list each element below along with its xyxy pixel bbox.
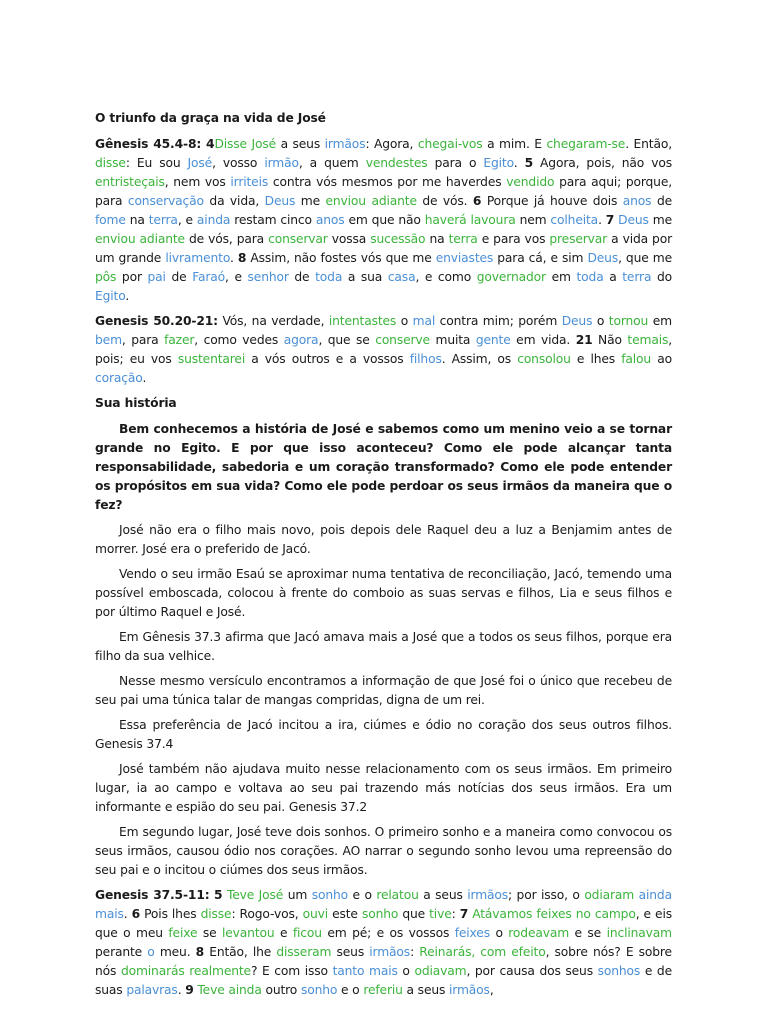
text-run: , vosso — [212, 156, 265, 170]
text-run: vendestes — [365, 156, 428, 170]
text-run: e lhes — [570, 352, 622, 366]
paragraph — [95, 716, 676, 754]
text-run: me — [648, 213, 676, 227]
text-run: enviou adiante — [95, 232, 185, 246]
text-run: dominarás realmente — [120, 964, 251, 978]
text-run: o — [489, 926, 509, 940]
text-run: , nem vos — [164, 175, 231, 189]
text-run: mais — [95, 907, 124, 921]
text-run: para cá, e sim — [493, 251, 588, 265]
text-run: conservar — [268, 232, 328, 246]
text-run: preservar — [549, 232, 608, 246]
section-heading — [95, 394, 672, 413]
text-run: em vida. — [510, 333, 576, 347]
text-run: terra — [448, 232, 478, 246]
text-run: José não era o filho mais novo, pois depois dele Raquel deu a luz a Benjamim antes de morrer. José era o preferido de Jacó. — [95, 523, 676, 556]
text-run: . — [177, 983, 186, 997]
text-run: 8 — [237, 251, 247, 265]
text-run: : Eu sou — [125, 156, 188, 170]
text-run: vendido — [506, 175, 555, 189]
text-run: colheita — [550, 213, 599, 227]
text-run: terra — [148, 213, 178, 227]
text-run: entristeçais — [95, 175, 165, 189]
text-run: toda — [315, 270, 343, 284]
text-run: filhos — [409, 352, 442, 366]
text-run: a vós outros e a vossos — [245, 352, 410, 366]
text-run: Atávamos feixes no campo — [472, 907, 636, 921]
text-run: gente — [475, 333, 511, 347]
text-run: o — [592, 314, 609, 328]
text-run: contra vós mesmos por me haverdes — [268, 175, 507, 189]
text-run: falou — [621, 352, 652, 366]
text-run: ficou — [292, 926, 322, 940]
text-run: Em segundo lugar, José teve dois sonhos. O primeiro sonho e a maneira como convocou os seus irmãos, causou ódio nos corações. AO narrar o segundo sonho levou uma repreensão do seu pai e o incitou o ciúmes dos seus irmãos. — [95, 825, 676, 877]
text-run: um — [283, 888, 312, 902]
text-run: o — [147, 945, 155, 959]
text-run: pai — [147, 270, 166, 284]
text-run: Em Gênesis 37.3 afirma que Jacó amava mais a José que a todos os seus filhos, porque era filho da sua velhice. — [95, 630, 676, 663]
text-run: , para — [121, 333, 165, 347]
text-run: Essa preferência de Jacó incitou a ira, ciúmes e ódio no coração dos seus outros filhos. Genesis 37.4 — [95, 718, 676, 751]
text-run: . Assim, os — [441, 352, 518, 366]
text-run: Deus — [561, 314, 593, 328]
text-run: conservação — [127, 194, 204, 208]
paragraph — [95, 312, 676, 388]
text-run: , e — [225, 270, 248, 284]
text-run: livramento — [165, 251, 230, 265]
text-run: tanto mais — [332, 964, 398, 978]
text-run: governador — [476, 270, 546, 284]
text-run: e o — [337, 983, 364, 997]
text-run: , como vedes — [194, 333, 284, 347]
text-run: referiu — [363, 983, 403, 997]
text-run: rodeavam — [508, 926, 570, 940]
text-run: Teve ainda — [197, 983, 262, 997]
text-run: 21 — [575, 333, 593, 347]
text-run: em — [545, 270, 577, 284]
text-run: toda — [576, 270, 604, 284]
paragraph — [95, 565, 676, 622]
text-run: chegai-vos — [417, 137, 483, 151]
text-run: me — [295, 194, 326, 208]
text-run: irriteis — [230, 175, 269, 189]
text-run: , e eis que o meu — [95, 907, 676, 940]
text-run: que — [398, 907, 430, 921]
text-run: de vós, para — [184, 232, 269, 246]
text-run: na — [425, 232, 449, 246]
text-run: . — [598, 213, 606, 227]
text-run: Reinarás, com efeito — [419, 945, 546, 959]
text-run: . — [513, 156, 525, 170]
text-run: O triunfo da graça na vida de José — [95, 111, 326, 125]
text-run: , por causa dos seus — [466, 964, 598, 978]
text-run: terra — [622, 270, 652, 284]
text-run: se — [197, 926, 222, 940]
text-run: a seus — [418, 888, 468, 902]
paragraph — [95, 760, 676, 817]
text-run: Assim, não fostes vós que me — [246, 251, 436, 265]
text-run: mal — [412, 314, 436, 328]
text-run: tive — [429, 907, 452, 921]
text-run: irmãos — [449, 983, 490, 997]
text-run: irmão — [264, 156, 299, 170]
text-run: na — [125, 213, 149, 227]
text-run: , a quem — [298, 156, 366, 170]
text-run: por — [116, 270, 148, 284]
text-run: em pé; e os vossos — [321, 926, 455, 940]
text-run: 9 — [185, 983, 194, 997]
paragraph — [95, 420, 677, 515]
text-run: para aqui; porque, para — [95, 175, 676, 208]
paragraph — [95, 628, 676, 666]
text-run: ao — [651, 352, 676, 366]
text-run: senhor — [247, 270, 289, 284]
text-run: 8 — [195, 945, 205, 959]
text-run: Agora, pois, não vos — [532, 156, 676, 170]
text-run: vossa — [327, 232, 371, 246]
text-run: e o — [348, 888, 377, 902]
text-run: disse — [200, 907, 232, 921]
text-run: coração — [95, 371, 143, 385]
text-run: Sua história — [95, 396, 177, 410]
text-run: e — [274, 926, 293, 940]
text-run: 7 — [459, 907, 469, 921]
paragraph — [95, 886, 676, 1000]
text-run: do — [651, 270, 676, 284]
text-run: Genesis 50.20-21: — [95, 314, 218, 328]
text-run: Bem conhecemos a história de José e sabemos como um menino veio a se tornar grande no Egito. E por que isso aconteceu? Como ele pode alcançar tanta responsabilidade, sabedoria e um coração transformado? Como ele pode entender os propósitos em sua vida? Como ele pode perdoar os seus irmãos da maneira que o fez? — [95, 422, 677, 512]
text-run: e se — [569, 926, 607, 940]
text-run: a — [603, 270, 623, 284]
text-run: Genesis 37.5-11: — [95, 888, 210, 902]
text-run: pôs — [95, 270, 117, 284]
text-run: irmãos — [467, 888, 509, 902]
text-run: da vida, — [203, 194, 265, 208]
text-run: em — [648, 314, 676, 328]
text-run: enviastes — [435, 251, 494, 265]
text-run: inclinavam — [606, 926, 672, 940]
text-run: Deus — [264, 194, 296, 208]
text-run: contra mim; porém — [435, 314, 562, 328]
text-run: , — [489, 983, 494, 997]
text-run: Gênesis 45.4-8: 4 — [95, 137, 215, 151]
text-run: Pois lhes — [140, 907, 201, 921]
text-run: enviou adiante — [325, 194, 417, 208]
text-run: . — [142, 371, 147, 385]
text-run: 6 — [131, 907, 141, 921]
text-run: Egito — [483, 156, 514, 170]
text-run: a mim. E — [482, 137, 547, 151]
text-run: nem — [515, 213, 551, 227]
paragraph — [95, 672, 676, 710]
text-run: de vós. — [416, 194, 473, 208]
text-run: Então, lhe — [204, 945, 277, 959]
text-run: o — [397, 964, 415, 978]
text-run: , sobre nós? E sobre nós — [95, 945, 676, 978]
text-run: consolou — [517, 352, 571, 366]
text-run: a seus — [276, 137, 325, 151]
text-run: chegaram-se — [546, 137, 626, 151]
text-run: bem — [95, 333, 122, 347]
text-run: sonhos — [597, 964, 641, 978]
text-run: para o — [427, 156, 484, 170]
text-run: , e como — [415, 270, 477, 284]
text-run: 5 — [524, 156, 533, 170]
text-run: Disse José — [214, 137, 277, 151]
text-run: Teve José — [226, 888, 284, 902]
text-run: muita — [429, 333, 476, 347]
text-run: odiaram — [584, 888, 635, 902]
text-run: feixe — [168, 926, 198, 940]
text-run: o — [396, 314, 413, 328]
text-run: Egito — [95, 289, 126, 303]
text-run: : Agora, — [365, 137, 418, 151]
text-run: palavras — [126, 983, 178, 997]
text-run: , pois; eu vos — [95, 333, 676, 366]
text-run: casa — [387, 270, 416, 284]
text-run: irmãos — [369, 945, 411, 959]
text-run: agora — [283, 333, 319, 347]
text-run: ? E com isso — [250, 964, 333, 978]
text-run: Vós, na verdade, — [217, 314, 329, 328]
text-run: este — [328, 907, 362, 921]
text-run: anos — [622, 194, 652, 208]
text-run: temais — [627, 333, 669, 347]
text-run: levantou — [221, 926, 275, 940]
text-run: anos — [315, 213, 345, 227]
text-run: ainda — [638, 888, 672, 902]
text-run: feixes — [454, 926, 490, 940]
text-run: fazer — [164, 333, 195, 347]
text-run: irmãos — [324, 137, 366, 151]
text-run: : — [451, 907, 460, 921]
text-run: sonho — [300, 983, 338, 997]
text-run: Porque já houve dois — [481, 194, 623, 208]
text-run — [672, 888, 676, 902]
text-run: Vendo o seu irmão Esaú se aproximar numa tentativa de reconciliação, Jacó, temendo uma possível emboscada, colocou à frente do comboio as suas servas e filhos, Lia e seus filhos e por último Raquel e José. — [95, 567, 676, 619]
text-run: Faraó — [192, 270, 226, 284]
text-run: perante — [95, 926, 676, 959]
text-run: sustentarei — [177, 352, 246, 366]
text-run: e para vos — [477, 232, 550, 246]
text-run: 6 — [472, 194, 482, 208]
text-run: disse — [95, 156, 126, 170]
text-run: disseram — [276, 945, 332, 959]
text-run: ainda — [196, 213, 231, 227]
text-run: sucessão — [370, 232, 426, 246]
text-run: , e — [177, 213, 197, 227]
text-run: em que não — [344, 213, 425, 227]
text-run: de — [288, 270, 316, 284]
text-run: sonho — [361, 907, 399, 921]
text-run: José — [187, 156, 213, 170]
text-run: a vida por um grande — [95, 232, 676, 265]
text-run: Nesse mesmo versículo encontramos a informação de que José foi o único que recebeu de seu pai uma túnica talar de mangas compridas, digna de um rei. — [95, 674, 676, 707]
document-title — [95, 109, 672, 128]
text-run: . — [229, 251, 238, 265]
text-run: de — [651, 194, 676, 208]
text-run: , que me — [618, 251, 676, 265]
text-run: Deus — [618, 213, 649, 227]
text-run: sonho — [311, 888, 348, 902]
text-run: intentastes — [328, 314, 397, 328]
text-run: de — [165, 270, 193, 284]
text-run: Não — [592, 333, 628, 347]
text-run: . — [125, 289, 130, 303]
text-run: restam cinco — [230, 213, 316, 227]
text-run: conserve — [375, 333, 430, 347]
text-run: , que se — [318, 333, 376, 347]
text-run: : Rogo-vos, — [231, 907, 303, 921]
text-run: odiavam — [414, 964, 467, 978]
text-run: seus — [331, 945, 370, 959]
text-run: meu. — [154, 945, 196, 959]
paragraph — [95, 521, 676, 559]
text-run: relatou — [376, 888, 419, 902]
text-run: tornou — [608, 314, 649, 328]
text-run: a seus — [402, 983, 450, 997]
text-run: e de suas — [95, 964, 676, 997]
text-run: ouvi — [302, 907, 328, 921]
text-run: 7 — [605, 213, 615, 227]
text-run: Deus — [587, 251, 619, 265]
text-run: haverá lavoura — [424, 213, 516, 227]
text-run: outro — [261, 983, 301, 997]
text-run: a sua — [342, 270, 388, 284]
text-run: 5 — [214, 888, 223, 902]
text-run: : — [410, 945, 420, 959]
paragraph — [95, 135, 676, 306]
text-run: . — [123, 907, 132, 921]
text-run: fome — [95, 213, 126, 227]
text-run: ; por isso, o — [508, 888, 585, 902]
text-run: . Então, — [625, 137, 676, 151]
paragraph — [95, 823, 676, 880]
text-run: José também não ajudava muito nesse relacionamento com os seus irmãos. Em primeiro lugar, ia ao campo e voltava ao seu pai trazendo más notícias dos seus irmãos. Era um informante e espião do seu pai. Genesis 37.2 — [95, 762, 676, 814]
